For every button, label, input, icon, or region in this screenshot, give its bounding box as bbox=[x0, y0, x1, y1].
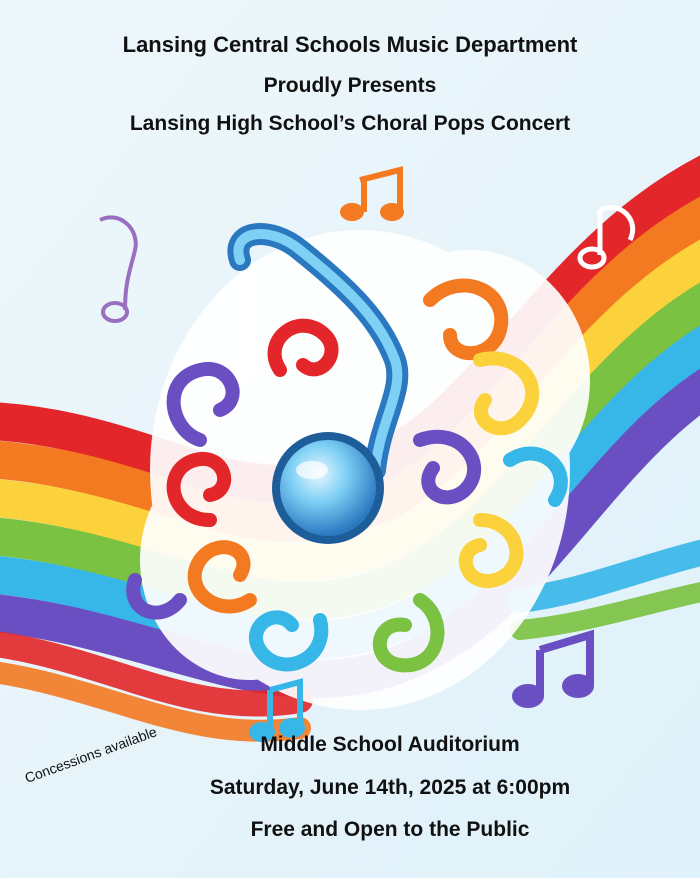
concert-title: Lansing High School’s Choral Pops Concert bbox=[129, 112, 571, 135]
admission: Free and Open to the Public bbox=[250, 818, 530, 841]
presenter-line: Lansing Central Schools Music Department bbox=[122, 32, 578, 57]
date-time: Saturday, June 14th, 2025 at 6:00pm bbox=[209, 776, 571, 799]
venue: Middle School Auditorium bbox=[260, 733, 520, 756]
concessions-note: Concessions available bbox=[22, 723, 159, 786]
presents-line: Proudly Presents bbox=[263, 74, 437, 97]
